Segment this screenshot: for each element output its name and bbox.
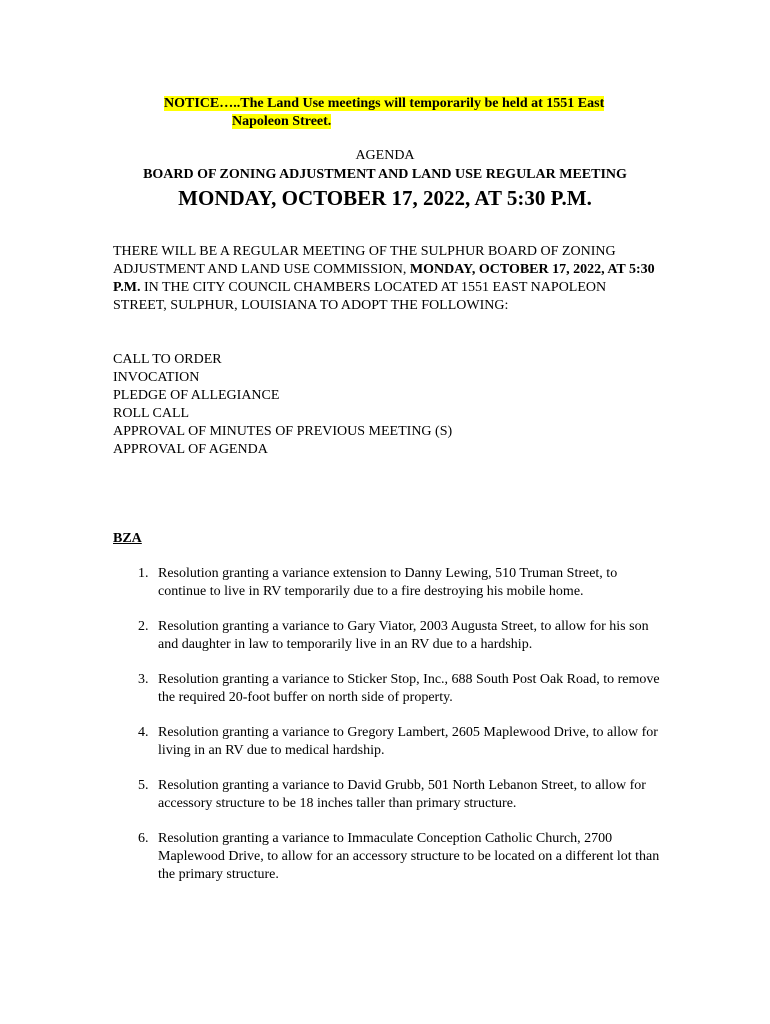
notice-line-2: Napoleon Street. — [232, 114, 332, 129]
resolution-number: 4. — [138, 725, 149, 740]
board-title: BOARD OF ZONING ADJUSTMENT AND LAND USE REGULAR MEETING — [143, 167, 627, 182]
resolution-item — [113, 565, 661, 601]
resolution-text: Resolution granting a variance to Gregory Lambert, 2605 Maplewood Drive, to allow for living in an RV due to medical hardship. — [158, 725, 658, 758]
intro-paragraph — [113, 243, 658, 315]
resolution-text: Resolution granting a variance extension to Danny Lewing, 510 Truman Street, to continue to live in RV temporarily due to a fire destroying his mobile home. — [158, 566, 618, 599]
resolution-text: Resolution granting a variance to Sticker Stop, Inc., 688 South Post Oak Road, to remove the required 20-foot buffer on north side of property. — [158, 672, 660, 705]
resolution-number: 5. — [138, 778, 149, 793]
order-item-approval-minutes: APPROVAL OF MINUTES OF PREVIOUS MEETING (S) — [113, 424, 453, 439]
resolution-item — [113, 618, 661, 654]
resolution-item — [113, 830, 661, 884]
resolution-text: Resolution granting a variance to Immaculate Conception Catholic Church, 2700 Maplewood Drive, to allow for an accessory structure to be located on a different lot than the primary structure. — [158, 831, 660, 882]
order-item-call-to-order: CALL TO ORDER — [113, 352, 222, 367]
order-item-invocation: INVOCATION — [113, 370, 200, 385]
intro-text-1: THERE WILL BE A REGULAR MEETING OF THE SULPHUR BOARD OF ZONING ADJUSTMENT AND LAND USE COMMISSION, — [113, 244, 616, 277]
resolution-number: 3. — [138, 672, 149, 687]
order-of-business — [113, 351, 452, 459]
agenda-label: AGENDA — [355, 148, 415, 163]
meeting-date: MONDAY, OCTOBER 17, 2022, AT 5:30 P.M. — [178, 186, 592, 210]
resolution-item — [113, 724, 661, 760]
resolution-number: 1. — [138, 566, 149, 581]
resolution-text: Resolution granting a variance to David Grubb, 501 North Lebanon Street, to allow for accessory structure to be 18 inches taller than primary structure. — [158, 778, 646, 811]
resolution-number: 6. — [138, 831, 149, 846]
bza-heading: BZA — [113, 531, 142, 546]
relocation-notice — [146, 95, 646, 131]
order-item-roll-call: ROLL CALL — [113, 406, 190, 421]
intro-text-2: IN THE CITY COUNCIL CHAMBERS LOCATED AT 1551 EAST NAPOLEON STREET, SULPHUR, LOUISIANA TO ADOPT THE FOLLOWING: — [113, 280, 607, 313]
resolution-item — [113, 671, 661, 707]
notice-line-1: NOTICE…..The Land Use meetings will temporarily be held at 1551 East — [164, 96, 605, 111]
resolution-list — [113, 565, 661, 901]
resolution-text: Resolution granting a variance to Gary Viator, 2003 Augusta Street, to allow for his son and daughter in law to temporarily live in an RV due to a hardship. — [158, 619, 649, 652]
resolution-item — [113, 777, 661, 813]
resolution-number: 2. — [138, 619, 149, 634]
intro-date-bold: MONDAY, OCTOBER 17, 2022, AT 5:30 P.M. — [113, 262, 655, 295]
order-item-pledge: PLEDGE OF ALLEGIANCE — [113, 388, 280, 403]
order-item-approval-agenda: APPROVAL OF AGENDA — [113, 442, 268, 457]
